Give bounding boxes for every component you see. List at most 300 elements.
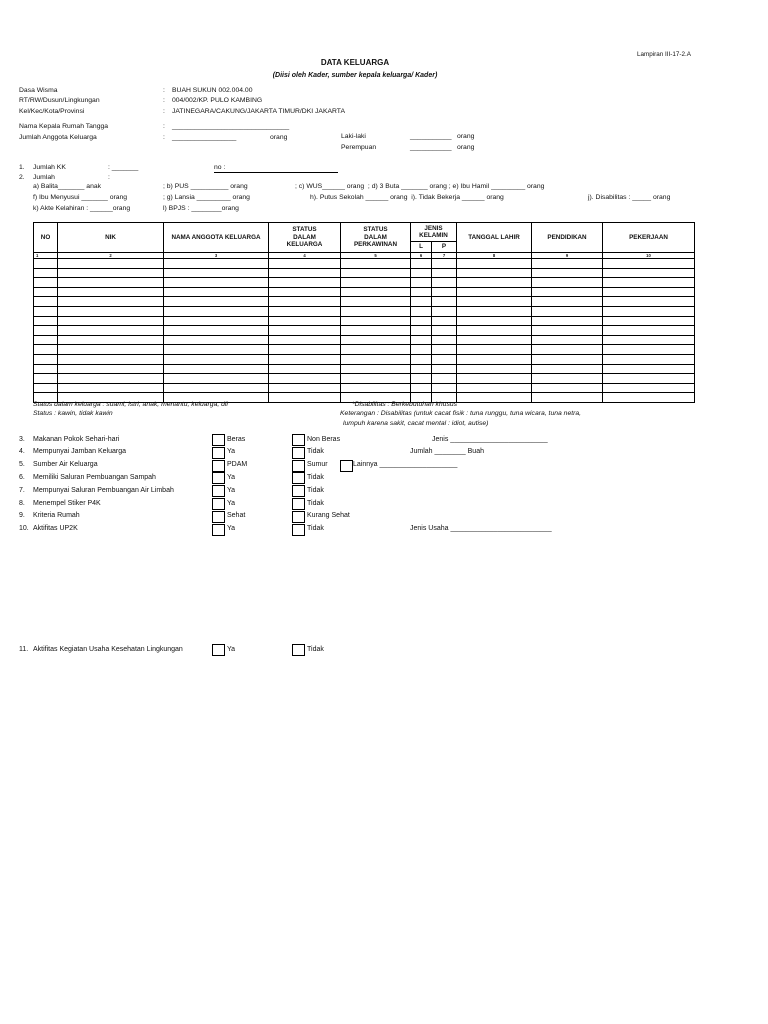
kepala-rumah-tangga-blank: _______________________________ <box>172 123 290 130</box>
family-member-row <box>34 326 695 336</box>
jumlah-jamban-field <box>410 446 484 459</box>
cell-status-perkawinan <box>341 316 411 326</box>
option-label-pdam: PDAM <box>227 461 248 469</box>
cell-nama-anggota <box>164 364 269 374</box>
cell-pendidikan <box>532 306 603 316</box>
family-member-row <box>34 259 695 269</box>
cell-tanggal-lahir <box>457 374 532 384</box>
cell-pekerjaan <box>603 383 695 393</box>
cell-status-perkawinan <box>341 374 411 384</box>
option-label-ya: Ya <box>227 448 236 456</box>
cell-nama-anggota <box>164 335 269 345</box>
cell-status-keluarga <box>269 354 341 364</box>
jumlah-label: Jumlah <box>410 448 433 456</box>
jenis-usaha-field <box>410 523 552 536</box>
cell-pekerjaan <box>603 393 695 403</box>
cell-status-perkawinan <box>341 278 411 288</box>
cell-no <box>34 335 58 345</box>
jenis-usaha-blank: __________________________ <box>450 525 552 533</box>
cell-nama-anggota <box>164 374 269 384</box>
cell-nama-anggota <box>164 345 269 355</box>
cell-pendidikan <box>532 326 603 336</box>
cell-tanggal-lahir <box>457 345 532 355</box>
dasa-wisma-value: BUAH SUKUN 002.004.00 <box>172 87 253 94</box>
kel-kec-label: Kel/Kec/Kota/Provinsi <box>19 108 85 115</box>
jumlah-anggota-colon: : <box>163 134 165 141</box>
option-label-kurang-sehat: Kurang Sehat <box>307 512 350 520</box>
column-number: 1 <box>34 253 58 259</box>
cell-status-perkawinan <box>341 259 411 269</box>
cell-pekerjaan <box>603 278 695 288</box>
header-nama-anggota: NAMA ANGGOTA KELUARGA <box>164 223 269 253</box>
cell-nama-anggota <box>164 268 269 278</box>
laki-laki-unit: orang <box>457 133 475 140</box>
option-label-ya: Ya <box>227 645 236 653</box>
cell-tanggal-lahir <box>457 326 532 336</box>
cell-status-perkawinan <box>341 306 411 316</box>
header-pendidikan: PENDIDIKAN <box>532 223 603 253</box>
jumlah-disabilitas: j). Disabilitas : _____ orang <box>588 194 671 201</box>
cell-jenis-kelamin-p <box>432 345 457 355</box>
cell-pekerjaan <box>603 268 695 278</box>
jumlah-bpjs: l) BPJS : ________orang <box>163 205 239 212</box>
family-member-row <box>34 278 695 288</box>
column-number: 3 <box>164 253 269 259</box>
jumlah-blank: ________ <box>434 448 466 456</box>
checkbox-limbah-tidak <box>292 485 305 497</box>
header-perempuan: P <box>432 242 457 253</box>
perempuan-label: Perempuan <box>341 144 377 151</box>
option-label-tidak: Tidak <box>307 448 324 456</box>
cell-jenis-kelamin-l <box>411 306 432 316</box>
family-member-row <box>34 374 695 384</box>
checkbox-jamban-tidak <box>292 447 305 459</box>
cell-tanggal-lahir <box>457 297 532 307</box>
cell-nik <box>58 259 164 269</box>
jumlah-akte-kelahiran: k) Akte Kelahiran : ______orang <box>33 205 131 212</box>
family-member-row <box>34 364 695 374</box>
checkbox-sumur <box>292 460 305 472</box>
header-status-perkawinan: STATUS DALAM PERKAWINAN <box>341 223 411 253</box>
jenis-label: Jenis <box>432 435 449 443</box>
cell-pekerjaan <box>603 374 695 384</box>
cell-pekerjaan <box>603 335 695 345</box>
cell-pendidikan <box>532 297 603 307</box>
rt-rw-value: 004/002/KP. PULO KAMBING <box>172 97 263 104</box>
column-number: 10 <box>603 253 695 259</box>
cell-pekerjaan <box>603 354 695 364</box>
header-tanggal-lahir: TANGGAL LAHIR <box>457 223 532 253</box>
cell-status-keluarga <box>269 268 341 278</box>
cell-no <box>34 364 58 374</box>
cell-status-keluarga <box>269 326 341 336</box>
jumlah-anggota-blank: _________________ <box>172 134 237 141</box>
jumlah-rincian-colon: : <box>108 174 110 181</box>
rt-rw-colon: : <box>163 97 165 104</box>
cell-nik <box>58 316 164 326</box>
cell-nama-anggota <box>164 287 269 297</box>
no-kk-label: no : <box>214 164 226 171</box>
jumlah-lansia: ; g) Lansia _________ orang <box>163 194 250 201</box>
cell-jenis-kelamin-l <box>411 297 432 307</box>
header-status-keluarga: STATUS DALAM KELUARGA <box>269 223 341 253</box>
checkbox-sampah-ya <box>212 472 225 484</box>
item-label: Makanan Pokok Sehari-hari <box>33 435 120 443</box>
jenis-usaha-label: Jenis Usaha <box>410 525 449 533</box>
cell-jenis-kelamin-l <box>411 354 432 364</box>
jumlah-rincian-label: Jumlah <box>33 174 55 181</box>
family-members-table <box>33 222 695 403</box>
option-label-tidak: Tidak <box>307 645 324 653</box>
jumlah-wus-buta-hamil: ; c) WUS______ orang ; d) 3 Buta _______ orang ; e) Ibu Hamil _________ orang <box>295 183 545 190</box>
option-label-non-beras: Non Beras <box>307 435 341 443</box>
cell-jenis-kelamin-l <box>411 335 432 345</box>
cell-jenis-kelamin-l <box>411 268 432 278</box>
item-number: 10. <box>19 525 29 533</box>
item-label: Aktifitas Kegiatan Usaha Kesehatan Lingkungan <box>33 645 183 653</box>
cell-status-keluarga <box>269 374 341 384</box>
column-number: 8 <box>457 253 532 259</box>
option-label-sumur: Sumur <box>307 461 328 469</box>
jumlah-putus-sekolah-tidak-bekerja: h). Putus Sekolah ______ orang i). Tidak Bekerja ______ orang <box>310 194 504 201</box>
checklist-item-up2k <box>0 523 768 536</box>
option-label-beras: Beras <box>227 435 246 443</box>
cell-pekerjaan <box>603 316 695 326</box>
checklist-item-kesehatan-lingkungan <box>0 644 768 657</box>
family-member-row <box>34 345 695 355</box>
cell-status-keluarga <box>269 393 341 403</box>
cell-jenis-kelamin-p <box>432 364 457 374</box>
note-keterangan-line-2: lumpuh karena sakit, cacat mental : idiot, autise) <box>343 420 489 427</box>
checklist-item-saluran-sampah <box>0 472 768 485</box>
item-number: 2. <box>19 174 25 181</box>
header-pekerjaan: PEKERJAAN <box>603 223 695 253</box>
kepala-rumah-tangga-colon: : <box>163 123 165 130</box>
rt-rw-label: RT/RW/Dusun/Lingkungan <box>19 97 100 104</box>
cell-status-keluarga <box>269 335 341 345</box>
checkbox-up2k-ya <box>212 524 225 536</box>
item-label: Sumber Air Keluarga <box>33 461 98 469</box>
document-title: DATA KELUARGA <box>320 58 390 67</box>
checkbox-up2k-tidak <box>292 524 305 536</box>
item-label: Memiliki Saluran Pembuangan Sampah <box>33 474 156 481</box>
item-label: Mempunyai Saluran Pembuangan Air Limbah <box>33 486 174 494</box>
cell-pendidikan <box>532 374 603 384</box>
cell-nama-anggota <box>164 259 269 269</box>
dasa-wisma-colon: : <box>163 87 165 94</box>
checkbox-kurang-sehat <box>292 511 305 523</box>
cell-nama-anggota <box>164 326 269 336</box>
checkbox-sampah-tidak <box>292 472 305 484</box>
cell-nama-anggota <box>164 383 269 393</box>
cell-tanggal-lahir <box>457 259 532 269</box>
family-member-row <box>34 268 695 278</box>
cell-nama-anggota <box>164 278 269 288</box>
item-label: Menempel Stiker P4K <box>33 499 101 507</box>
perempuan-unit: orang <box>457 144 475 151</box>
cell-jenis-kelamin-p <box>432 316 457 326</box>
column-number: 7 <box>432 253 457 259</box>
checkbox-beras <box>212 434 225 446</box>
cell-pendidikan <box>532 354 603 364</box>
option-label-sehat: Sehat <box>227 512 246 520</box>
cell-pendidikan <box>532 259 603 269</box>
cell-nik <box>58 374 164 384</box>
checkbox-p4k-ya <box>212 498 225 510</box>
cell-status-perkawinan <box>341 268 411 278</box>
cell-pekerjaan <box>603 345 695 355</box>
item-number: 5. <box>19 461 25 469</box>
option-label-tidak: Tidak <box>307 525 324 533</box>
cell-status-keluarga <box>269 297 341 307</box>
cell-no <box>34 383 58 393</box>
cell-jenis-kelamin-l <box>411 326 432 336</box>
cell-jenis-kelamin-l <box>411 259 432 269</box>
cell-status-keluarga <box>269 383 341 393</box>
jenis-blank: _________________________ <box>450 435 548 443</box>
cell-status-perkawinan <box>341 335 411 345</box>
cell-nik <box>58 383 164 393</box>
jumlah-anggota-unit: orang <box>270 134 288 141</box>
column-number: 5 <box>341 253 411 259</box>
column-number: 4 <box>269 253 341 259</box>
cell-status-perkawinan <box>341 354 411 364</box>
cell-tanggal-lahir <box>457 354 532 364</box>
checklist-item-jamban <box>0 446 768 459</box>
item-number: 6. <box>19 474 25 481</box>
cell-jenis-kelamin-l <box>411 278 432 288</box>
checkbox-sehat <box>212 511 225 523</box>
jumlah-anggota-label: Jumlah Anggota Keluarga <box>19 134 97 141</box>
cell-status-keluarga <box>269 364 341 374</box>
cell-pendidikan <box>532 383 603 393</box>
cell-jenis-kelamin-p <box>432 374 457 384</box>
cell-tanggal-lahir <box>457 335 532 345</box>
cell-no <box>34 354 58 364</box>
cell-status-perkawinan <box>341 345 411 355</box>
cell-nik <box>58 354 164 364</box>
kel-kec-colon: : <box>163 108 165 115</box>
option-label-tidak: Tidak <box>307 474 324 481</box>
cell-nik <box>58 278 164 288</box>
cell-status-perkawinan <box>341 364 411 374</box>
header-jenis-kelamin: JENIS KELAMIN <box>411 223 457 242</box>
cell-pekerjaan <box>603 297 695 307</box>
cell-tanggal-lahir <box>457 383 532 393</box>
family-member-row <box>34 383 695 393</box>
option-label-lainnya: Lainnya <box>353 461 378 469</box>
cell-nama-anggota <box>164 306 269 316</box>
family-member-row <box>34 316 695 326</box>
option-label-tidak: Tidak <box>307 486 324 494</box>
cell-no <box>34 268 58 278</box>
checkbox-lainnya <box>340 460 353 472</box>
checkbox-pdam <box>212 460 225 472</box>
checkbox-p4k-tidak <box>292 498 305 510</box>
cell-nik <box>58 345 164 355</box>
cell-status-keluarga <box>269 316 341 326</box>
cell-pendidikan <box>532 364 603 374</box>
cell-jenis-kelamin-p <box>432 326 457 336</box>
cell-nik <box>58 364 164 374</box>
cell-pendidikan <box>532 287 603 297</box>
cell-status-perkawinan <box>341 326 411 336</box>
cell-nama-anggota <box>164 297 269 307</box>
cell-jenis-kelamin-l <box>411 316 432 326</box>
cell-pekerjaan <box>603 364 695 374</box>
cell-status-keluarga <box>269 306 341 316</box>
cell-tanggal-lahir <box>457 364 532 374</box>
item-label: Kriteria Rumah <box>33 512 80 520</box>
column-number: 2 <box>58 253 164 259</box>
cell-tanggal-lahir <box>457 268 532 278</box>
cell-no <box>34 345 58 355</box>
cell-status-perkawinan <box>341 383 411 393</box>
kel-kec-value: JATINEGARA/CAKUNG/JAKARTA TIMUR/DKI JAKARTA <box>172 108 345 115</box>
family-member-row <box>34 297 695 307</box>
cell-jenis-kelamin-p <box>432 259 457 269</box>
checkbox-kesling-tidak <box>292 644 305 656</box>
cell-no <box>34 326 58 336</box>
cell-status-perkawinan <box>341 287 411 297</box>
jumlah-ibu-menyusui: f) Ibu Menyusui _______ orang <box>33 194 128 201</box>
document-subtitle: (Diisi oleh Kader, sumber kepala keluarga/ Kader) <box>272 72 438 79</box>
jumlah-kk-blank: : _______ <box>108 164 139 171</box>
item-number: 7. <box>19 486 25 494</box>
cell-pendidikan <box>532 335 603 345</box>
cell-nik <box>58 287 164 297</box>
lainnya-blank: ____________________ <box>379 461 458 469</box>
item-number: 8. <box>19 499 25 507</box>
cell-status-keluarga <box>269 345 341 355</box>
header-laki-laki: L <box>411 242 432 253</box>
cell-pendidikan <box>532 268 603 278</box>
jenis-makanan-field <box>432 434 548 447</box>
lainnya-field <box>353 459 457 472</box>
cell-status-keluarga <box>269 278 341 288</box>
header-no: NO <box>34 223 58 253</box>
checkbox-limbah-ya <box>212 485 225 497</box>
cell-jenis-kelamin-p <box>432 268 457 278</box>
cell-pendidikan <box>532 278 603 288</box>
perempuan-blank: ___________ <box>410 144 452 151</box>
cell-no <box>34 259 58 269</box>
cell-status-keluarga <box>269 287 341 297</box>
checkbox-jamban-ya <box>212 447 225 459</box>
note-disabilitas: *Disabilitas : Berkebutuhan khusus <box>352 401 458 408</box>
checklist-item-saluran-air-limbah <box>0 485 768 498</box>
item-number: 9. <box>19 512 25 520</box>
cell-nama-anggota <box>164 316 269 326</box>
checkbox-non-beras <box>292 434 305 446</box>
item-label: Mempunyai Jamban Keluarga <box>33 448 126 456</box>
cell-tanggal-lahir <box>457 393 532 403</box>
family-member-row <box>34 306 695 316</box>
cell-tanggal-lahir <box>457 316 532 326</box>
item-number: 4. <box>19 448 25 456</box>
cell-nik <box>58 297 164 307</box>
cell-nama-anggota <box>164 354 269 364</box>
cell-jenis-kelamin-p <box>432 383 457 393</box>
checklist-item-kriteria-rumah <box>0 510 768 523</box>
cell-pekerjaan <box>603 306 695 316</box>
column-number: 6 <box>411 253 432 259</box>
family-member-row <box>34 335 695 345</box>
note-keterangan-line-1: Keterangan : Disabilitas (untuk cacat fisik : tuna runggu, tuna wicara, tuna netra, <box>340 410 582 417</box>
cell-jenis-kelamin-p <box>432 297 457 307</box>
cell-jenis-kelamin-p <box>432 335 457 345</box>
checklist-item-sumber-air <box>0 459 768 472</box>
cell-no <box>34 374 58 384</box>
cell-no <box>34 287 58 297</box>
cell-no <box>34 278 58 288</box>
cell-jenis-kelamin-l <box>411 287 432 297</box>
checklist-item-makanan-pokok <box>0 434 768 447</box>
item-number: 3. <box>19 435 25 443</box>
cell-nik <box>58 306 164 316</box>
option-label-ya: Ya <box>227 499 236 507</box>
header-nik: NIK <box>58 223 164 253</box>
option-label-ya: Ya <box>227 486 236 494</box>
lampiran-code: Lampiran III-17-2.A <box>637 51 691 58</box>
cell-jenis-kelamin-p <box>432 354 457 364</box>
cell-no <box>34 306 58 316</box>
cell-jenis-kelamin-p <box>432 278 457 288</box>
item-number: 11. <box>19 645 29 653</box>
cell-pekerjaan <box>603 287 695 297</box>
item-number: 1. <box>19 164 25 171</box>
cell-status-keluarga <box>269 259 341 269</box>
cell-jenis-kelamin-l <box>411 383 432 393</box>
cell-pendidikan <box>532 393 603 403</box>
cell-nik <box>58 335 164 345</box>
cell-tanggal-lahir <box>457 278 532 288</box>
note-status-keluarga: Status dalam keluarga : suami, istri, anak, menantu, keluarga, dll <box>33 401 228 408</box>
family-members-rows <box>34 259 695 403</box>
laki-laki-blank: ___________ <box>410 133 452 140</box>
cell-status-perkawinan <box>341 297 411 307</box>
cell-jenis-kelamin-p <box>432 306 457 316</box>
cell-nik <box>58 268 164 278</box>
family-member-row <box>34 287 695 297</box>
cell-pekerjaan <box>603 326 695 336</box>
option-label-tidak: Tidak <box>307 499 324 507</box>
option-label-ya: Ya <box>227 474 236 481</box>
checkbox-kesling-ya <box>212 644 225 656</box>
item-label: Aktifitas UP2K <box>33 525 78 533</box>
jumlah-pus: ; b) PUS __________ orang <box>163 183 248 190</box>
jumlah-balita: a) Balita_______ anak <box>33 183 102 190</box>
kepala-rumah-tangga-label: Nama Kepala Rumah Tangga <box>19 123 109 130</box>
jumlah-unit: Buah <box>467 448 484 456</box>
cell-jenis-kelamin-l <box>411 374 432 384</box>
laki-laki-label: Laki-laki <box>341 133 366 140</box>
column-number: 9 <box>532 253 603 259</box>
cell-nik <box>58 326 164 336</box>
cell-pendidikan <box>532 316 603 326</box>
option-label-ya: Ya <box>227 525 236 533</box>
family-member-row <box>34 354 695 364</box>
note-status-perkawinan: Status : kawin, tidak kawin <box>33 410 113 417</box>
no-kk-underline <box>214 172 338 173</box>
cell-jenis-kelamin-p <box>432 287 457 297</box>
cell-tanggal-lahir <box>457 287 532 297</box>
cell-jenis-kelamin-l <box>411 345 432 355</box>
checklist-item-stiker-p4k <box>0 498 768 511</box>
cell-jenis-kelamin-l <box>411 364 432 374</box>
cell-pendidikan <box>532 345 603 355</box>
cell-pekerjaan <box>603 259 695 269</box>
